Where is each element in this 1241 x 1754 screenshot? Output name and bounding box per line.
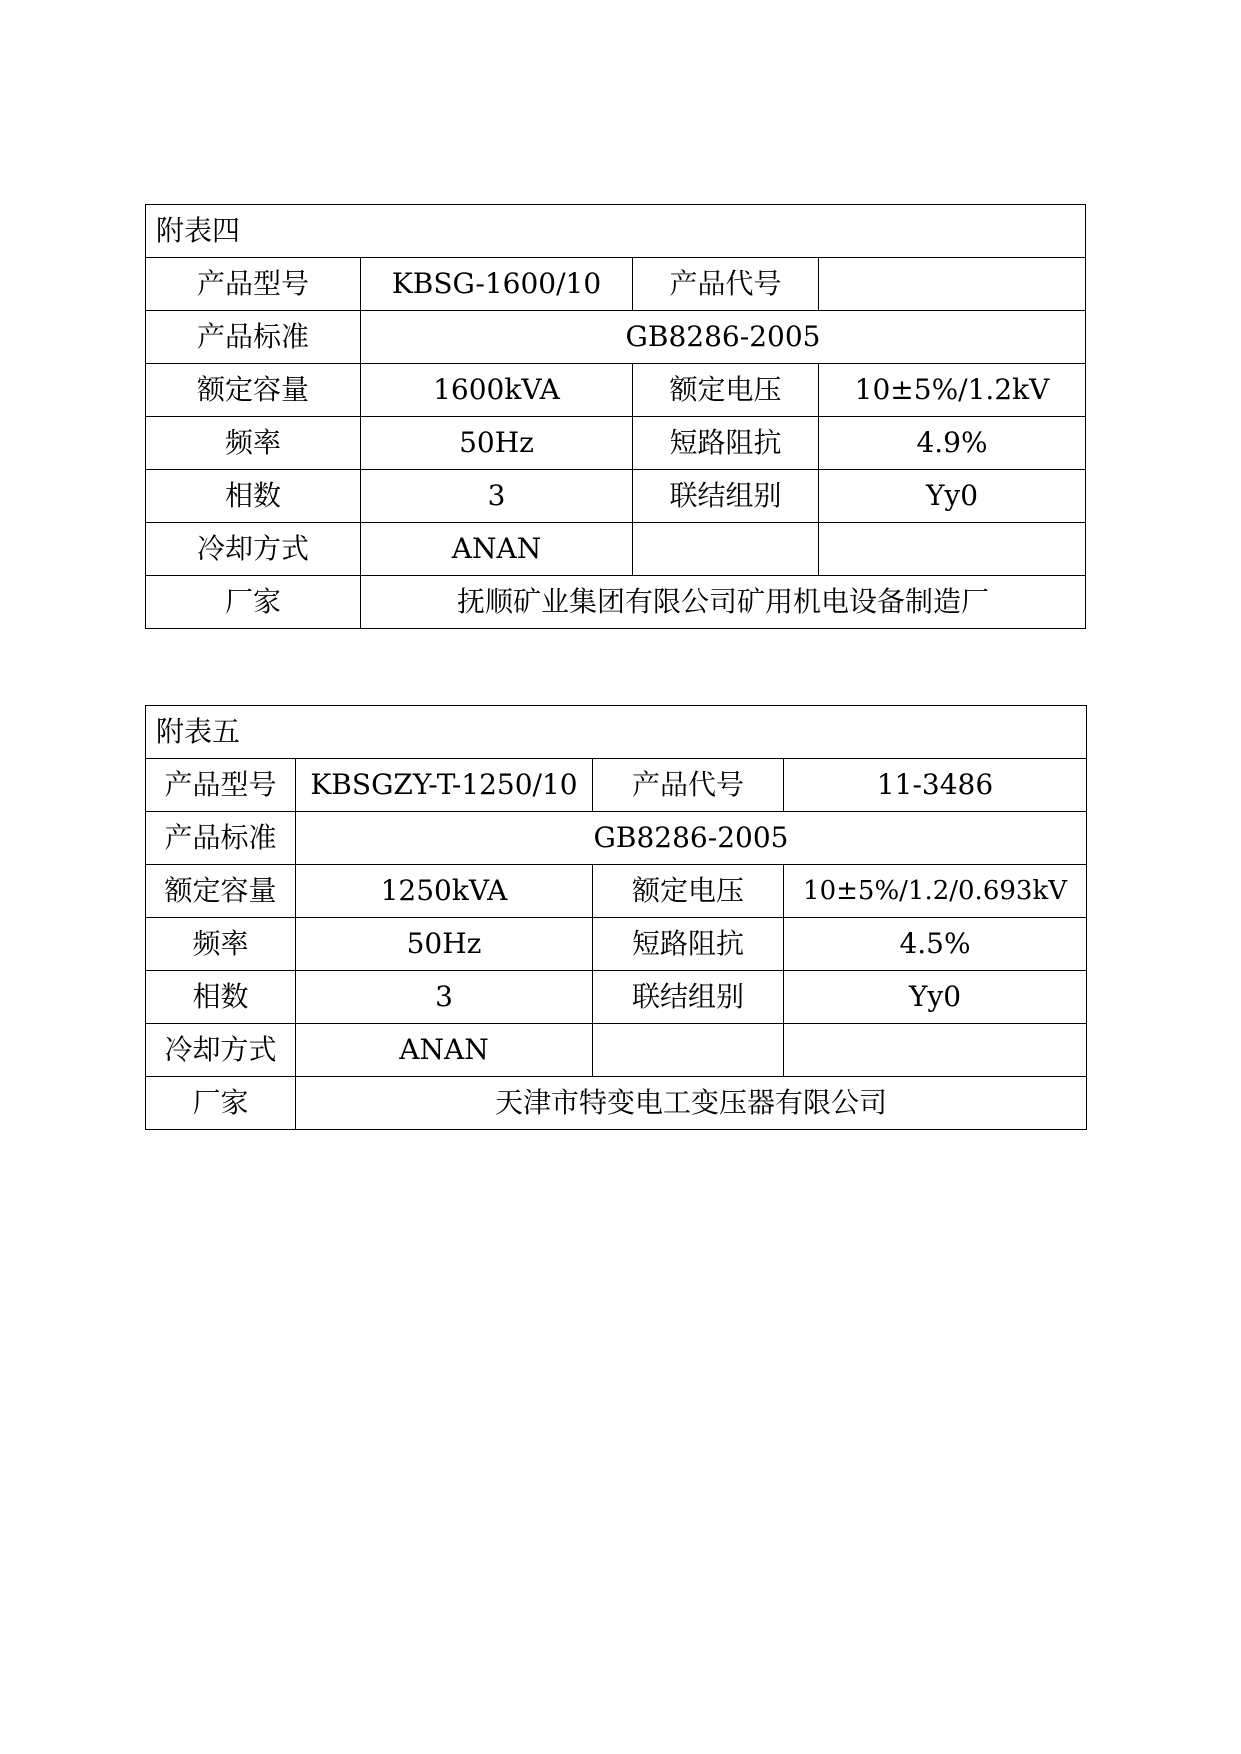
phases-label: 相数 <box>146 971 296 1024</box>
empty-cell <box>593 1024 784 1077</box>
cooling-label: 冷却方式 <box>146 1024 296 1077</box>
table-row <box>146 971 1087 1024</box>
code-label: 产品代号 <box>593 759 784 812</box>
connection-label: 联结组别 <box>633 470 819 523</box>
impedance-label: 短路阻抗 <box>593 918 784 971</box>
table-row <box>146 523 1086 576</box>
spec-table-five <box>145 705 1087 1130</box>
voltage-value: 10±5%/1.2kV <box>819 364 1086 417</box>
manufacturer-label: 厂家 <box>146 1077 296 1130</box>
frequency-label: 频率 <box>146 918 296 971</box>
capacity-value: 1600kVA <box>361 364 633 417</box>
table-row <box>146 918 1087 971</box>
table-caption-row <box>146 205 1086 258</box>
table-row <box>146 576 1086 629</box>
manufacturer-label: 厂家 <box>146 576 361 629</box>
spec-table-four <box>145 204 1086 629</box>
model-label: 产品型号 <box>146 759 296 812</box>
phases-label: 相数 <box>146 470 361 523</box>
empty-cell <box>819 523 1086 576</box>
table-row <box>146 1024 1087 1077</box>
model-label: 产品型号 <box>146 258 361 311</box>
standard-label: 产品标准 <box>146 311 361 364</box>
frequency-label: 频率 <box>146 417 361 470</box>
impedance-label: 短路阻抗 <box>633 417 819 470</box>
connection-value: Yy0 <box>784 971 1087 1024</box>
table-row <box>146 364 1086 417</box>
table-row <box>146 311 1086 364</box>
voltage-label: 额定电压 <box>633 364 819 417</box>
table-caption: 附表五 <box>146 706 1087 759</box>
connection-label: 联结组别 <box>593 971 784 1024</box>
standard-label: 产品标准 <box>146 812 296 865</box>
table-row <box>146 470 1086 523</box>
table-row <box>146 417 1086 470</box>
voltage-label: 额定电压 <box>593 865 784 918</box>
manufacturer-value: 抚顺矿业集团有限公司矿用机电设备制造厂 <box>361 576 1086 629</box>
standard-value: GB8286-2005 <box>361 311 1086 364</box>
capacity-label: 额定容量 <box>146 865 296 918</box>
table-row <box>146 865 1087 918</box>
table-row <box>146 1077 1087 1130</box>
phases-value: 3 <box>296 971 593 1024</box>
connection-value: Yy0 <box>819 470 1086 523</box>
phases-value: 3 <box>361 470 633 523</box>
empty-cell <box>633 523 819 576</box>
table-row <box>146 759 1087 812</box>
cooling-value: ANAN <box>361 523 633 576</box>
table-caption-row <box>146 706 1087 759</box>
table-row <box>146 812 1087 865</box>
standard-value: GB8286-2005 <box>296 812 1087 865</box>
table-row <box>146 258 1086 311</box>
table-caption: 附表四 <box>146 205 1086 258</box>
cooling-label: 冷却方式 <box>146 523 361 576</box>
cooling-value: ANAN <box>296 1024 593 1077</box>
code-label: 产品代号 <box>633 258 819 311</box>
model-value: KBSG-1600/10 <box>361 258 633 311</box>
capacity-value: 1250kVA <box>296 865 593 918</box>
empty-cell <box>784 1024 1087 1077</box>
code-value <box>819 258 1086 311</box>
code-value: 11-3486 <box>784 759 1087 812</box>
model-value: KBSGZY-T-1250/10 <box>296 759 593 812</box>
impedance-value: 4.9% <box>819 417 1086 470</box>
voltage-value: 10±5%/1.2/0.693kV <box>784 865 1087 918</box>
frequency-value: 50Hz <box>296 918 593 971</box>
manufacturer-value: 天津市特变电工变压器有限公司 <box>296 1077 1087 1130</box>
capacity-label: 额定容量 <box>146 364 361 417</box>
frequency-value: 50Hz <box>361 417 633 470</box>
impedance-value: 4.5% <box>784 918 1087 971</box>
